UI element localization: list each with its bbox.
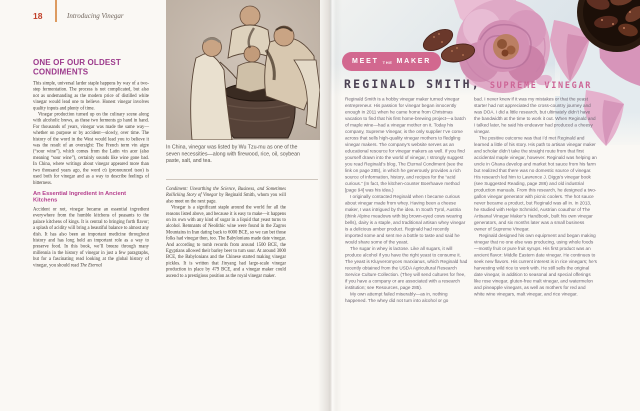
maker-title [344, 75, 592, 93]
paragraph-text: by Reginald Smith, whom you will also meet on the next page. [166, 192, 286, 204]
italic-book-title: Condiment: Unearthing the Science, Business, and Sometimes Rollicking Story of Vinegar [166, 186, 286, 198]
section-heading: ONE OF OUR OLDEST CONDIMENTS [33, 58, 121, 77]
maker-company: SUPREME VINEGAR [489, 81, 593, 91]
right-page-column-2 [474, 96, 597, 411]
right-page-column-1 [345, 96, 468, 411]
vinegar-tasters-illustration-svg [166, 0, 320, 140]
badge-word-the: THE [382, 59, 393, 65]
body-paragraph: My own attempt failed miserably—as in, nothing happened. The whey did not turn into alcohol or go [345, 291, 449, 303]
left-page-column-1 [33, 58, 149, 411]
vinegar-tasters-illustration [166, 0, 320, 140]
left-page-column-2 [166, 186, 286, 372]
body-paragraph: Vinegar is a significant staple around the world for all the reasons listed above, and because it is easy to make—it happens on its own with any kind of sugar in a liquid that yeast turns to alcohol. Remnants of Neolithic wine were found in the Zagros Mountains in Iran dating back to 6000 BCE, so we can bet those folks had vinegar then, too. The Babylonians made date vinegar. And according to tomb records from around 1500 BCE, the Egyptians allowed their barley beer to turn sour. At around 3000 BCE, the Babylonians and the Chinese started making vinegar pickles. It is written that Jinyang had large-scale vinegar production in place by 479 BCE, and a vinegar maker could ascend to a prestigious position as the royal vinegar maker. [166, 205, 286, 279]
page-gutter [318, 0, 342, 411]
body-paragraph: This simple, universal larder staple happens by way of a two-step fermentation. The process is not complicated, but also not as undemanding as the modern price of distilled white vinegar would lead one to believe. Honest vinegar involves quality inputs and plenty of time. [33, 81, 149, 111]
body-paragraph: The sugar in whey is lactose. Like all sugars, it will produce alcohol if you have the right yeast to consume it. The yeast is Kluyveromyces marxianus, which Reginald had recently obtained from the USDA Agricultural Research Service Culture Collection. (They will send cultures for free, if you have a company or are associated with a research institution; see Resources, page 285). [345, 246, 468, 290]
body-paragraph: I originally contacted Reginald when I became curious about vinegar made from whey. Having been a cheese maker, I was intrigued by the idea. In South Tyrol, Austria (think Alpine meadows with big brown-eyed cows wearing bells), dairy is a staple, and traditional artisan whey vinegar is a delicious amber product. Reginald had recently imported some and sent me a bottle to taste and said he would share some of the yeast. [345, 194, 466, 245]
paragraph-text: Accident or not, vinegar became an essential ingredient everywhere from the humble kitchens of peasants to the palace kitchens of kings. It is central to bringing forth flavor; a splash of acidity will bring a beautiful balance to almost any dish. It has also been an important medicine throughout history and has long held an important role as a way to preserve food. In this book, we’ll breeze through many millennia in the history of vinegar in just a few paragraphs, but for a fascinating read looking at the global history of vinegar, you should read [33, 206, 149, 268]
italic-book-title: The Eternal [79, 262, 103, 268]
body-paragraph [33, 206, 149, 268]
badge-word-maker: MAKER [396, 58, 432, 65]
body-paragraph: Vinegar production turned up on the culinary scene along with alcoholic brews, as these two ferments go hand in hand. For thousands of years, vinegar was made the same way—whether on purpose or by accident—slowly, over time. The history of the word in the West would lead you to believe it was the result of an oversight: The French term vin aigre (“sour wine”), which comes from the Latin vin acer (also meaning “sour wine”), certainly sounds like wine gone bad. In China, where writings about vinegar appeared more than two thousand years ago, the word cù (pronounced tsoo) is used both for vinegar and as a way to describe feelings of bitterness. [33, 112, 149, 186]
page-number: 18 [33, 11, 43, 21]
meet-the-maker-badge [342, 52, 441, 71]
badge-word-meet: MEET [352, 58, 379, 65]
body-paragraph: The positive outcome was that I’d met Reginald and learned a little of his story. His path to artisan vinegar maker and scholar didn’t take the straight route from that first accidental maple vinegar, however. Reginald was helping an uncle in Ghana develop and market hot sauce from his farm but realized that there was no domestic source of vinegar. His research led him to Lawrence J. Diggs’s vinegar book (see Suggested Reading, page 286) and old industrial production manuals. From this research, he designed a two-gallon vinegar generator with picnic coolers. The hot sauce never became a product, but Reginald was all in. In 2013, he studied with Helge Schmickl, Austrian coauthor of The Artisanal Vinegar Maker’s Handbook, built his own vinegar generators, and six months later was a small business owner of Supreme Vinegar. [474, 135, 597, 232]
body-paragraph: Reginald designed his own equipment and began making vinegar that no one else was producing, using whole foods—mostly fruit or pure fruit syrups. His first product was an ancient flavor: Middle Eastern date vinegar. He continues to seek new flavors. His current interest is in rice vinegars; he’s harvesting wild rice to work with. He still sells the original date vinegar, in addition to seasonal and special offerings like rose vinegar, gluten-free malt vinegar, and watermelon and pineapple vinegars, as well as mothers for red and white wine vinegars, malt vinegar, and rice vinegar. [474, 233, 597, 297]
header-rule [55, 0, 57, 22]
body-paragraph [166, 186, 286, 205]
caption-divider-rule [166, 179, 318, 180]
subheading: An Essential Ingredient in Ancient Kitchens [33, 190, 127, 204]
body-paragraph: Reginald Smith is a hobby vinegar maker turned vinegar entrepreneur. His passion for vinegar began innocently enough in 2011 when he came home from Christmas vacation to find that his first home-brewing project—a batch of maple wine—had a vinegar mother on it. Today his company, Supreme Vinegar, is the only supplier I’ve come across that sells high-quality vinegar mothers to fledgling vinegar makers. The company’s website serves as an educational resource for vinegar makers as well. If you find yourself drawn into the world of vinegar, I strongly suggest you read Reginald’s blog, The Eternal Condiment (see the link on page 285), in which he generously provides a rich source of information, history, and recipes for the “acid curious.” (In fact, the kitchen-counter Boerhaave method [page 94] was his idea.) [345, 96, 466, 193]
maker-name: REGINALD SMITH, [344, 77, 481, 91]
running-head: Introducing Vinegar [67, 12, 124, 20]
image-caption-text: In China, vinegar was listed by Wu Tzu-mu as one of the seven necessities—along with firewood, rice, oil, soybean paste, salt, and tea. [166, 144, 300, 164]
body-paragraph: bad. I never knew if it was my mistakes or that the yeast starter had not appreciated the cross-country journey and was DOA. I did a little research, but ultimately didn’t have the bandwidth at the time to work it out. When Reginald and I talked later, he said his endeavor had produced a cheesy vinegar. [474, 96, 596, 134]
